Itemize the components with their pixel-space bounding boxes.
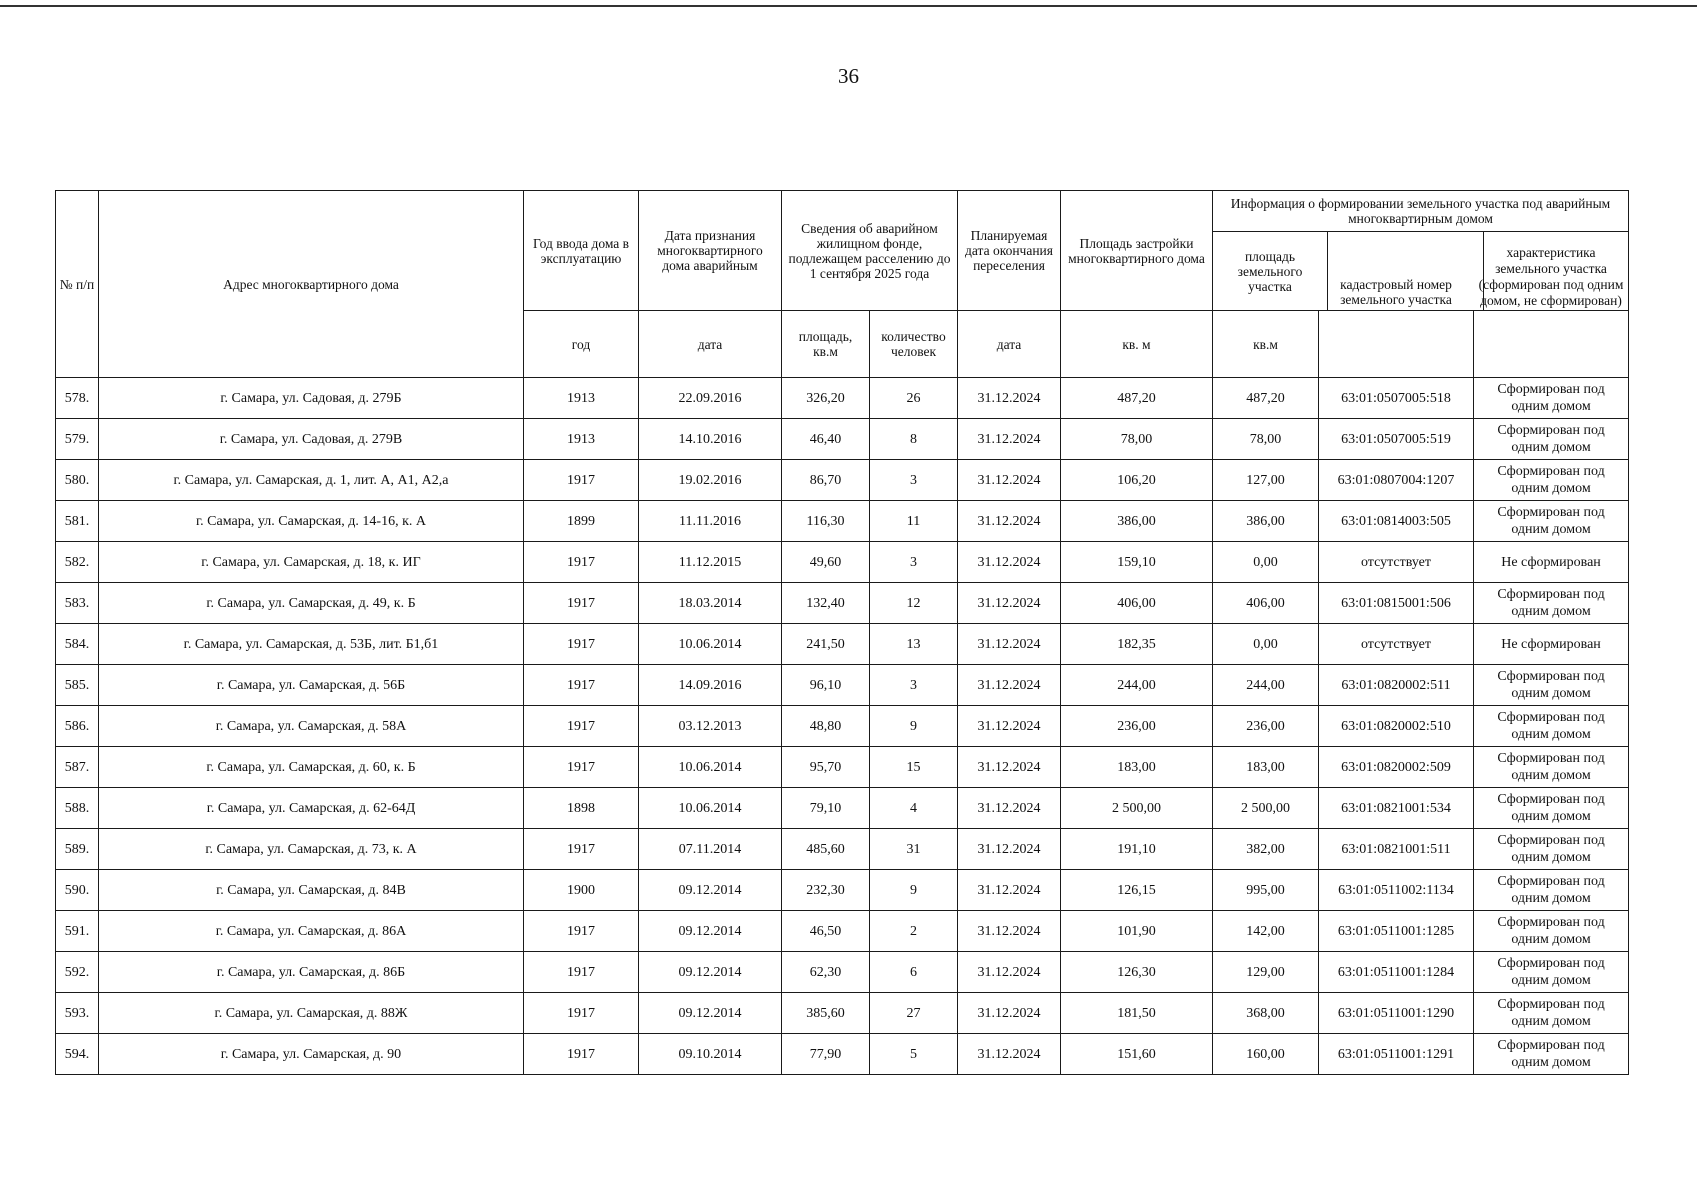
row-cadastral: 63:01:0815001:506 bbox=[1319, 583, 1474, 624]
row-building-area: 182,35 bbox=[1061, 624, 1213, 665]
row-date: 19.02.2016 bbox=[639, 460, 782, 501]
row-people: 15 bbox=[870, 747, 958, 788]
header-cadastral-label: кадастровый номер земельного участка bbox=[1340, 277, 1452, 307]
row-planned-date: 31.12.2024 bbox=[958, 952, 1061, 993]
row-land-area: 0,00 bbox=[1213, 624, 1319, 665]
row-area: 116,30 bbox=[782, 501, 870, 542]
row-people: 9 bbox=[870, 870, 958, 911]
row-number: 581. bbox=[56, 501, 99, 542]
row-land-char: Сформирован под одним домом bbox=[1474, 665, 1629, 706]
row-address: г. Самара, ул. Самарская, д. 90 bbox=[99, 1034, 524, 1075]
row-address: г. Самара, ул. Садовая, д. 279В bbox=[99, 419, 524, 460]
row-building-area: 244,00 bbox=[1061, 665, 1213, 706]
unit-area: площадь, кв.м bbox=[782, 311, 870, 378]
row-land-char: Сформирован под одним домом bbox=[1474, 419, 1629, 460]
row-people: 27 bbox=[870, 993, 958, 1034]
row-address: г. Самара, ул. Самарская, д. 18, к. ИГ bbox=[99, 542, 524, 583]
header-cadastral bbox=[1319, 277, 1474, 378]
row-people: 11 bbox=[870, 501, 958, 542]
row-area: 46,50 bbox=[782, 911, 870, 952]
unit-date: дата bbox=[639, 311, 782, 378]
row-people: 3 bbox=[870, 542, 958, 583]
row-land-area: 487,20 bbox=[1213, 378, 1319, 419]
row-planned-date: 31.12.2024 bbox=[958, 747, 1061, 788]
row-area: 86,70 bbox=[782, 460, 870, 501]
row-land-char: Сформирован под одним домом bbox=[1474, 952, 1629, 993]
table-row bbox=[56, 378, 1629, 419]
row-building-area: 126,30 bbox=[1061, 952, 1213, 993]
row-land-area: 142,00 bbox=[1213, 911, 1319, 952]
row-planned-date: 31.12.2024 bbox=[958, 788, 1061, 829]
row-date: 10.06.2014 bbox=[639, 747, 782, 788]
header-land-char bbox=[1474, 245, 1629, 378]
row-land-area: 368,00 bbox=[1213, 993, 1319, 1034]
row-cadastral: 63:01:0807004:1207 bbox=[1319, 460, 1474, 501]
row-planned-date: 31.12.2024 bbox=[958, 665, 1061, 706]
row-year: 1917 bbox=[524, 993, 639, 1034]
row-people: 13 bbox=[870, 624, 958, 665]
row-number: 593. bbox=[56, 993, 99, 1034]
row-land-area: 0,00 bbox=[1213, 542, 1319, 583]
header-year-commissioned: Год ввода дома в эксплуатацию bbox=[524, 191, 639, 311]
row-cadastral: 63:01:0511002:1134 bbox=[1319, 870, 1474, 911]
header-land-area: площадь земельного участка bbox=[1213, 232, 1328, 310]
row-number: 582. bbox=[56, 542, 99, 583]
row-cadastral: 63:01:0511001:1284 bbox=[1319, 952, 1474, 993]
table-row bbox=[56, 1034, 1629, 1075]
row-planned-date: 31.12.2024 bbox=[958, 911, 1061, 952]
row-year: 1913 bbox=[524, 378, 639, 419]
table-row bbox=[56, 993, 1629, 1034]
row-date: 18.03.2014 bbox=[639, 583, 782, 624]
row-land-char: Сформирован под одним домом bbox=[1474, 501, 1629, 542]
row-people: 26 bbox=[870, 378, 958, 419]
row-date: 09.12.2014 bbox=[639, 870, 782, 911]
row-area: 49,60 bbox=[782, 542, 870, 583]
row-land-char: Сформирован под одним домом bbox=[1474, 870, 1629, 911]
table-row bbox=[56, 665, 1629, 706]
row-people: 6 bbox=[870, 952, 958, 993]
row-planned-date: 31.12.2024 bbox=[958, 829, 1061, 870]
table-row bbox=[56, 706, 1629, 747]
row-cadastral: 63:01:0820002:509 bbox=[1319, 747, 1474, 788]
row-number: 590. bbox=[56, 870, 99, 911]
header-date-recognized: Дата признания многоквартирного дома аварийным bbox=[639, 191, 782, 311]
header-building-area: Площадь застройки многоквартирного дома bbox=[1061, 191, 1213, 311]
table-row bbox=[56, 583, 1629, 624]
row-number: 583. bbox=[56, 583, 99, 624]
row-number: 586. bbox=[56, 706, 99, 747]
row-land-char: Сформирован под одним домом bbox=[1474, 911, 1629, 952]
row-people: 2 bbox=[870, 911, 958, 952]
row-land-char: Не сформирован bbox=[1474, 624, 1629, 665]
row-year: 1917 bbox=[524, 706, 639, 747]
row-cadastral: 63:01:0507005:518 bbox=[1319, 378, 1474, 419]
row-year: 1917 bbox=[524, 952, 639, 993]
row-date: 09.12.2014 bbox=[639, 993, 782, 1034]
row-date: 14.10.2016 bbox=[639, 419, 782, 460]
table-row bbox=[56, 501, 1629, 542]
row-cadastral: 63:01:0511001:1290 bbox=[1319, 993, 1474, 1034]
table-row bbox=[56, 624, 1629, 665]
row-people: 8 bbox=[870, 419, 958, 460]
row-cadastral: 63:01:0511001:1291 bbox=[1319, 1034, 1474, 1075]
row-year: 1917 bbox=[524, 829, 639, 870]
row-cadastral: 63:01:0507005:519 bbox=[1319, 419, 1474, 460]
row-building-area: 406,00 bbox=[1061, 583, 1213, 624]
row-land-area: 78,00 bbox=[1213, 419, 1319, 460]
row-date: 03.12.2013 bbox=[639, 706, 782, 747]
row-area: 46,40 bbox=[782, 419, 870, 460]
row-building-area: 191,10 bbox=[1061, 829, 1213, 870]
row-area: 241,50 bbox=[782, 624, 870, 665]
row-year: 1917 bbox=[524, 460, 639, 501]
row-land-area: 236,00 bbox=[1213, 706, 1319, 747]
row-number: 591. bbox=[56, 911, 99, 952]
row-area: 326,20 bbox=[782, 378, 870, 419]
header-land-char-label: характеристика земельного участка (сформирован под одним домом, не сформирован) bbox=[1478, 245, 1624, 308]
header-no: № п/п bbox=[56, 191, 99, 378]
row-address: г. Самара, ул. Самарская, д. 86Б bbox=[99, 952, 524, 993]
row-address: г. Самара, ул. Самарская, д. 86А bbox=[99, 911, 524, 952]
table-row bbox=[56, 747, 1629, 788]
row-people: 9 bbox=[870, 706, 958, 747]
row-land-char: Сформирован под одним домом bbox=[1474, 378, 1629, 419]
row-date: 10.06.2014 bbox=[639, 624, 782, 665]
row-land-char: Сформирован под одним домом bbox=[1474, 993, 1629, 1034]
row-date: 22.09.2016 bbox=[639, 378, 782, 419]
row-address: г. Самара, ул. Самарская, д. 56Б bbox=[99, 665, 524, 706]
row-area: 485,60 bbox=[782, 829, 870, 870]
row-land-area: 995,00 bbox=[1213, 870, 1319, 911]
row-planned-date: 31.12.2024 bbox=[958, 993, 1061, 1034]
row-land-area: 129,00 bbox=[1213, 952, 1319, 993]
row-year: 1900 bbox=[524, 870, 639, 911]
row-land-char: Сформирован под одним домом bbox=[1474, 583, 1629, 624]
row-number: 584. bbox=[56, 624, 99, 665]
header-address: Адрес многоквартирного дома bbox=[99, 191, 524, 378]
row-planned-date: 31.12.2024 bbox=[958, 1034, 1061, 1075]
row-cadastral: 63:01:0511001:1285 bbox=[1319, 911, 1474, 952]
row-year: 1917 bbox=[524, 624, 639, 665]
row-year: 1913 bbox=[524, 419, 639, 460]
row-address: г. Самара, ул. Самарская, д. 49, к. Б bbox=[99, 583, 524, 624]
row-planned-date: 31.12.2024 bbox=[958, 706, 1061, 747]
row-date: 09.12.2014 bbox=[639, 911, 782, 952]
row-address: г. Самара, ул. Самарская, д. 62-64Д bbox=[99, 788, 524, 829]
row-planned-date: 31.12.2024 bbox=[958, 624, 1061, 665]
page-number: 36 bbox=[838, 64, 859, 88]
table-row bbox=[56, 829, 1629, 870]
row-planned-date: 31.12.2024 bbox=[958, 460, 1061, 501]
row-cadastral: 63:01:0821001:534 bbox=[1319, 788, 1474, 829]
row-people: 5 bbox=[870, 1034, 958, 1075]
row-number: 580. bbox=[56, 460, 99, 501]
row-cadastral: отсутствует bbox=[1319, 542, 1474, 583]
unit-date2: дата bbox=[958, 311, 1061, 378]
row-date: 11.11.2016 bbox=[639, 501, 782, 542]
row-cadastral: 63:01:0821001:511 bbox=[1319, 829, 1474, 870]
table-row bbox=[56, 788, 1629, 829]
row-number: 594. bbox=[56, 1034, 99, 1075]
row-area: 385,60 bbox=[782, 993, 870, 1034]
row-people: 12 bbox=[870, 583, 958, 624]
row-number: 588. bbox=[56, 788, 99, 829]
header-emergency-fund: Сведения об аварийном жилищном фонде, подлежащем расселению до 1 сентября 2025 года bbox=[782, 191, 958, 311]
table-row bbox=[56, 460, 1629, 501]
row-building-area: 487,20 bbox=[1061, 378, 1213, 419]
row-number: 589. bbox=[56, 829, 99, 870]
row-land-char: Сформирован под одним домом bbox=[1474, 460, 1629, 501]
row-area: 95,70 bbox=[782, 747, 870, 788]
top-rule bbox=[0, 5, 1697, 7]
row-date: 07.11.2014 bbox=[639, 829, 782, 870]
header-land-info: Информация о формировании земельного участка под аварийным многоквартирным домом bbox=[1213, 191, 1628, 232]
row-address: г. Самара, ул. Самарская, д. 1, лит. А, А1, А2,а bbox=[99, 460, 524, 501]
unit-sqm: кв. м bbox=[1061, 311, 1213, 378]
row-planned-date: 31.12.2024 bbox=[958, 583, 1061, 624]
row-land-area: 160,00 bbox=[1213, 1034, 1319, 1075]
emergency-housing-table bbox=[55, 190, 1629, 1075]
row-area: 96,10 bbox=[782, 665, 870, 706]
row-number: 592. bbox=[56, 952, 99, 993]
row-building-area: 126,15 bbox=[1061, 870, 1213, 911]
row-area: 79,10 bbox=[782, 788, 870, 829]
row-cadastral: отсутствует bbox=[1319, 624, 1474, 665]
row-cadastral: 63:01:0814003:505 bbox=[1319, 501, 1474, 542]
row-land-area: 2 500,00 bbox=[1213, 788, 1319, 829]
table-row bbox=[56, 952, 1629, 993]
row-number: 587. bbox=[56, 747, 99, 788]
row-cadastral: 63:01:0820002:511 bbox=[1319, 665, 1474, 706]
row-land-char: Сформирован под одним домом bbox=[1474, 829, 1629, 870]
row-planned-date: 31.12.2024 bbox=[958, 870, 1061, 911]
table-row bbox=[56, 870, 1629, 911]
row-land-area: 406,00 bbox=[1213, 583, 1319, 624]
row-building-area: 183,00 bbox=[1061, 747, 1213, 788]
row-land-area: 382,00 bbox=[1213, 829, 1319, 870]
row-people: 3 bbox=[870, 665, 958, 706]
row-planned-date: 31.12.2024 bbox=[958, 501, 1061, 542]
row-building-area: 236,00 bbox=[1061, 706, 1213, 747]
row-land-area: 386,00 bbox=[1213, 501, 1319, 542]
row-area: 132,40 bbox=[782, 583, 870, 624]
row-land-char: Сформирован под одним домом bbox=[1474, 788, 1629, 829]
row-address: г. Самара, ул. Самарская, д. 58А bbox=[99, 706, 524, 747]
row-area: 77,90 bbox=[782, 1034, 870, 1075]
row-building-area: 106,20 bbox=[1061, 460, 1213, 501]
unit-people: количество человек bbox=[870, 311, 958, 378]
row-building-area: 151,60 bbox=[1061, 1034, 1213, 1075]
table-body bbox=[56, 378, 1629, 1075]
row-date: 09.10.2014 bbox=[639, 1034, 782, 1075]
row-building-area: 159,10 bbox=[1061, 542, 1213, 583]
row-year: 1899 bbox=[524, 501, 639, 542]
row-date: 09.12.2014 bbox=[639, 952, 782, 993]
row-planned-date: 31.12.2024 bbox=[958, 419, 1061, 460]
row-number: 578. bbox=[56, 378, 99, 419]
row-year: 1917 bbox=[524, 1034, 639, 1075]
row-land-area: 183,00 bbox=[1213, 747, 1319, 788]
row-year: 1917 bbox=[524, 665, 639, 706]
row-building-area: 2 500,00 bbox=[1061, 788, 1213, 829]
header-planned-date: Планируемая дата окончания переселения bbox=[958, 191, 1061, 311]
row-year: 1917 bbox=[524, 911, 639, 952]
row-land-area: 244,00 bbox=[1213, 665, 1319, 706]
row-people: 4 bbox=[870, 788, 958, 829]
row-year: 1898 bbox=[524, 788, 639, 829]
row-building-area: 78,00 bbox=[1061, 419, 1213, 460]
row-year: 1917 bbox=[524, 747, 639, 788]
row-address: г. Самара, ул. Садовая, д. 279Б bbox=[99, 378, 524, 419]
row-area: 48,80 bbox=[782, 706, 870, 747]
row-address: г. Самара, ул. Самарская, д. 14-16, к. А bbox=[99, 501, 524, 542]
unit-sqm2: кв.м bbox=[1213, 311, 1319, 378]
row-date: 10.06.2014 bbox=[639, 788, 782, 829]
row-building-area: 181,50 bbox=[1061, 993, 1213, 1034]
row-area: 232,30 bbox=[782, 870, 870, 911]
row-address: г. Самара, ул. Самарская, д. 53Б, лит. Б1,б1 bbox=[99, 624, 524, 665]
table-row bbox=[56, 419, 1629, 460]
row-date: 11.12.2015 bbox=[639, 542, 782, 583]
row-address: г. Самара, ул. Самарская, д. 60, к. Б bbox=[99, 747, 524, 788]
row-people: 31 bbox=[870, 829, 958, 870]
row-year: 1917 bbox=[524, 583, 639, 624]
row-cadastral: 63:01:0820002:510 bbox=[1319, 706, 1474, 747]
row-building-area: 101,90 bbox=[1061, 911, 1213, 952]
row-land-char: Сформирован под одним домом bbox=[1474, 1034, 1629, 1075]
row-area: 62,30 bbox=[782, 952, 870, 993]
row-planned-date: 31.12.2024 bbox=[958, 542, 1061, 583]
row-address: г. Самара, ул. Самарская, д. 73, к. А bbox=[99, 829, 524, 870]
row-address: г. Самара, ул. Самарская, д. 84В bbox=[99, 870, 524, 911]
row-number: 585. bbox=[56, 665, 99, 706]
row-land-char: Сформирован под одним домом bbox=[1474, 747, 1629, 788]
row-year: 1917 bbox=[524, 542, 639, 583]
row-address: г. Самара, ул. Самарская, д. 88Ж bbox=[99, 993, 524, 1034]
row-number: 579. bbox=[56, 419, 99, 460]
table-row bbox=[56, 542, 1629, 583]
row-land-area: 127,00 bbox=[1213, 460, 1319, 501]
row-date: 14.09.2016 bbox=[639, 665, 782, 706]
row-planned-date: 31.12.2024 bbox=[958, 378, 1061, 419]
row-land-char: Не сформирован bbox=[1474, 542, 1629, 583]
row-land-char: Сформирован под одним домом bbox=[1474, 706, 1629, 747]
row-people: 3 bbox=[870, 460, 958, 501]
unit-year: год bbox=[524, 311, 639, 378]
row-building-area: 386,00 bbox=[1061, 501, 1213, 542]
table-row bbox=[56, 911, 1629, 952]
